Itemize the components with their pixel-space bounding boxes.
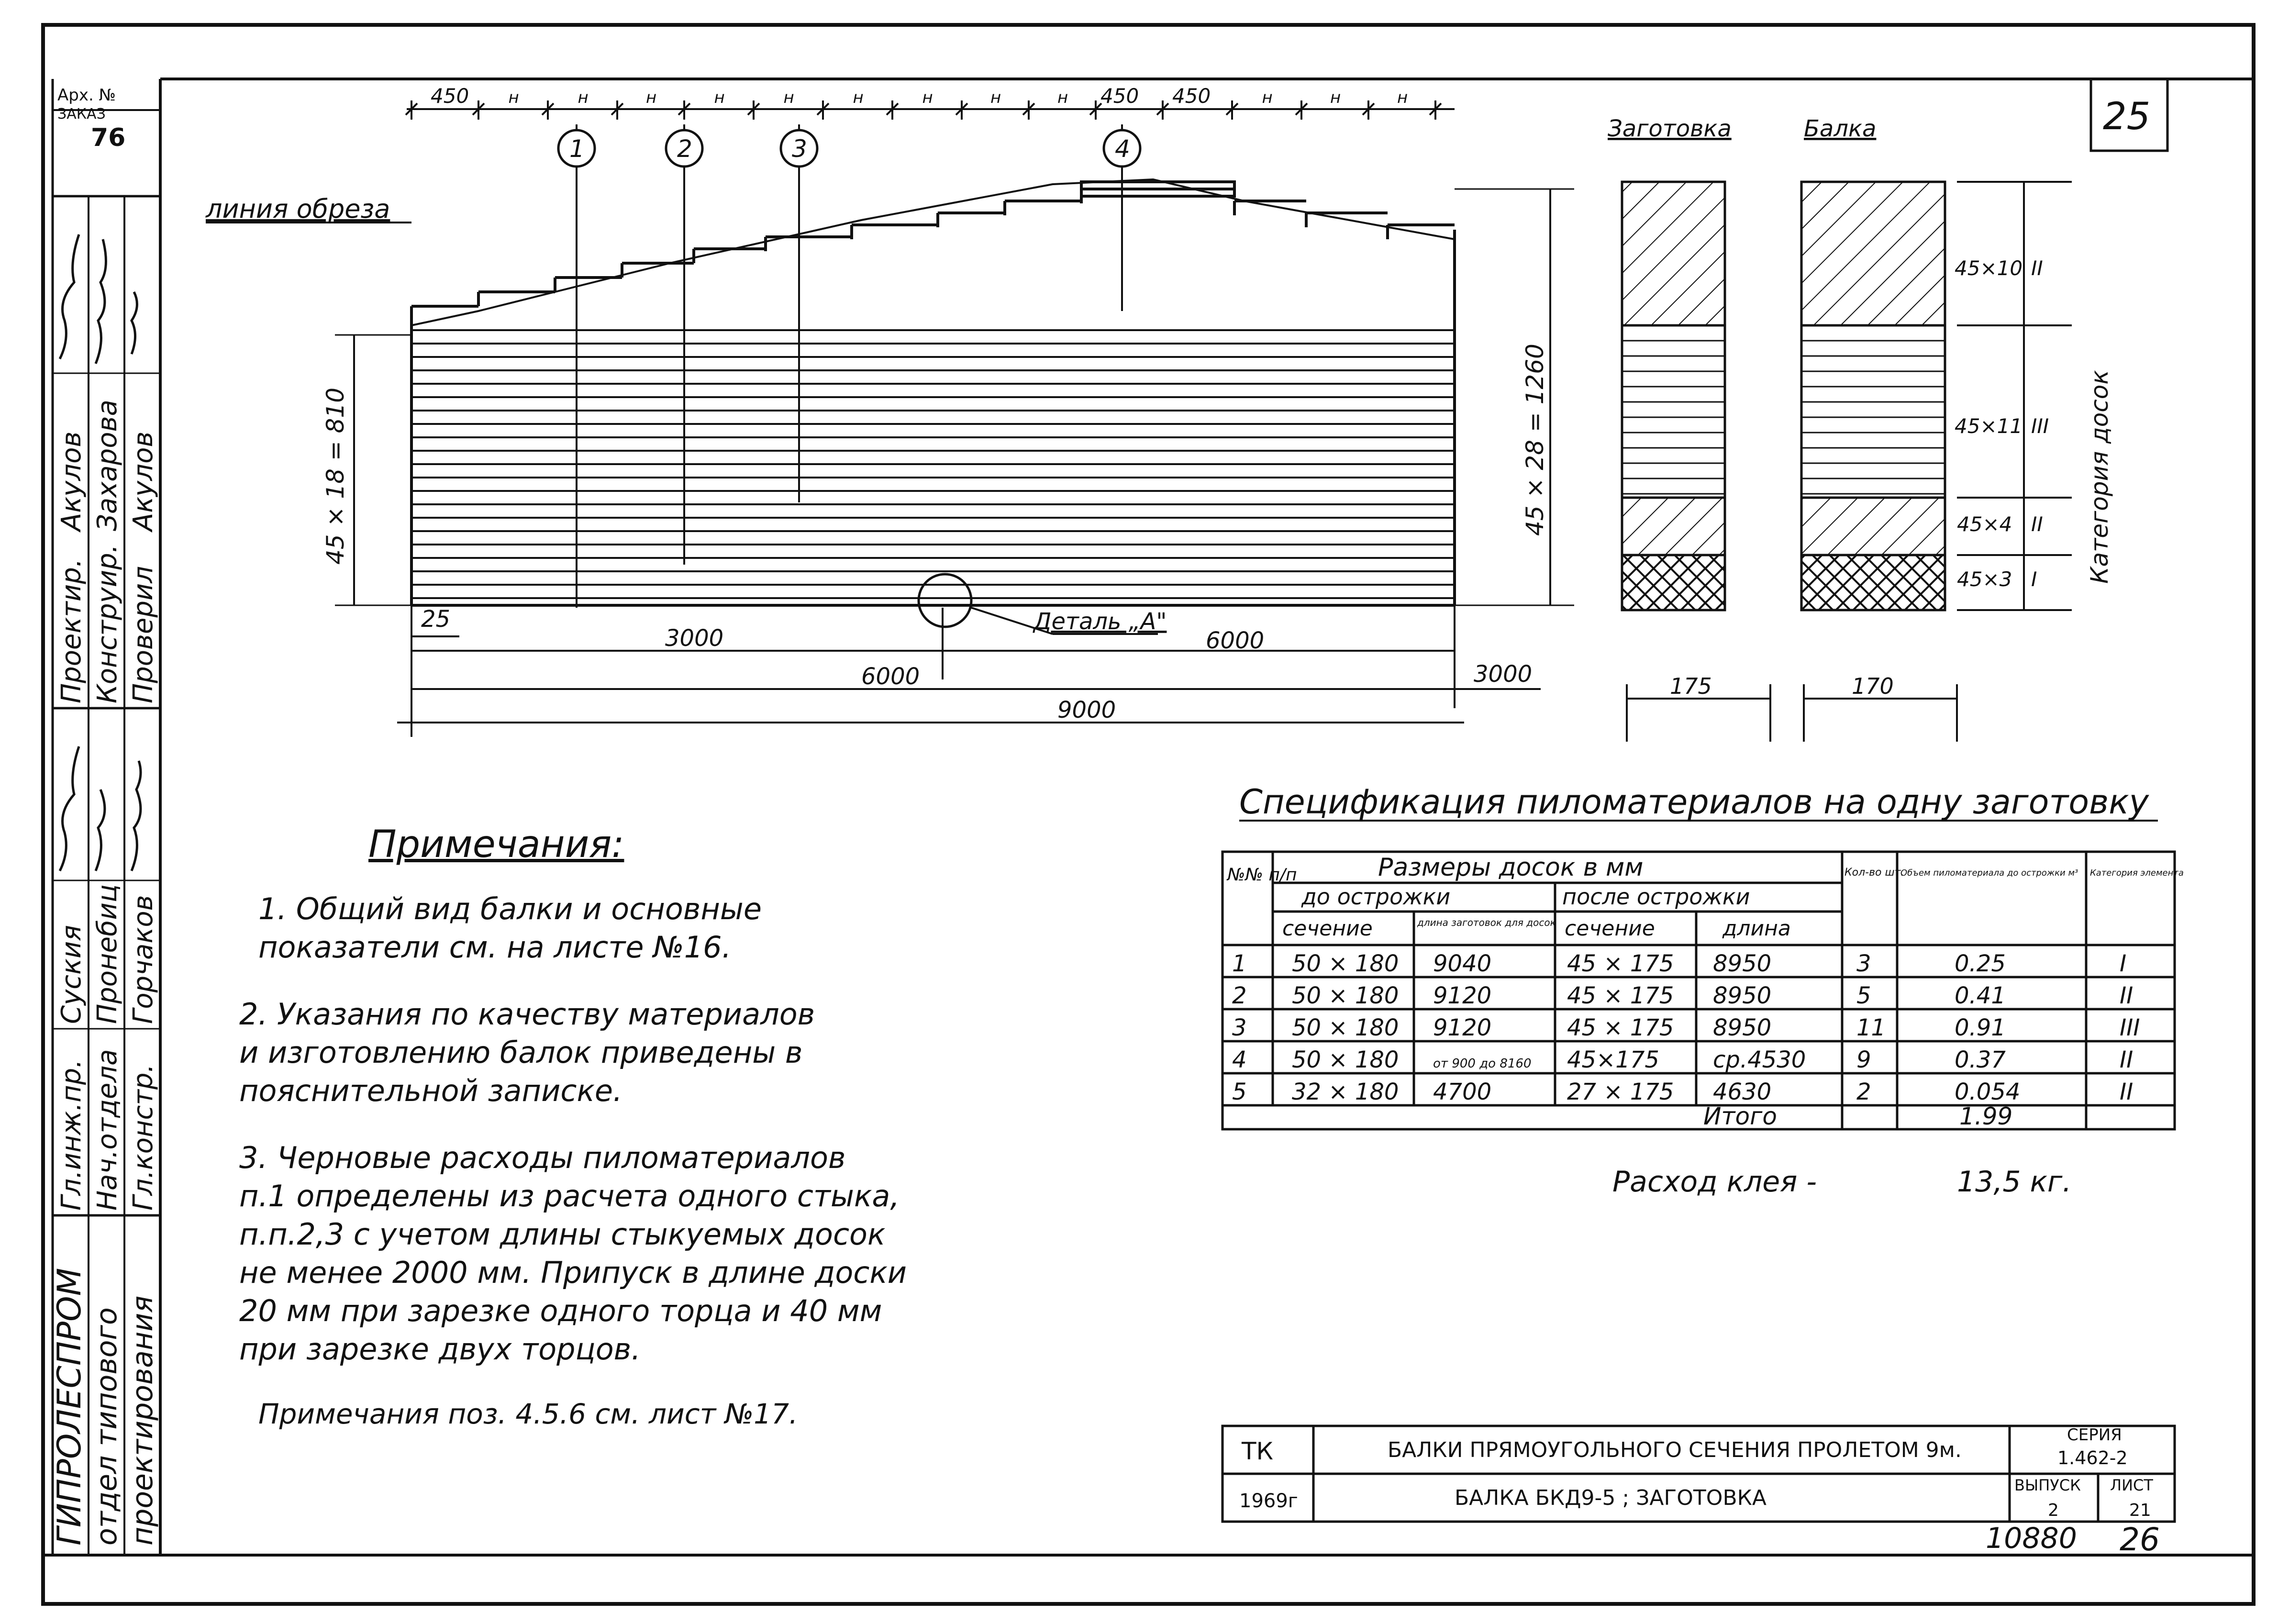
hdr-sizes: Размеры досок в мм xyxy=(1378,853,1644,882)
spec-cell: 1 xyxy=(1232,950,1247,977)
spec-cell: 3 xyxy=(1232,1014,1247,1041)
top-dim-repeat: н xyxy=(1330,88,1341,107)
tb-title1: БАЛКИ ПРЯМОУГОЛЬНОГО СЕЧЕНИЯ ПРОЛЕТОМ 9м. xyxy=(1388,1438,1962,1462)
spec-cell: от 900 до 8160 xyxy=(1433,1057,1532,1071)
spec-cell: 2 xyxy=(1232,982,1247,1009)
spec-cell: 9040 xyxy=(1433,950,1492,977)
cut-line-label: линия обреза xyxy=(206,194,390,224)
org-dept: отдел типового xyxy=(90,1307,123,1546)
spec-cell: 32 × 180 xyxy=(1292,1079,1399,1105)
spec-cell: II xyxy=(2120,1079,2133,1105)
spec-cell: 9120 xyxy=(1433,1014,1492,1041)
spec-cell: 50 × 180 xyxy=(1292,1046,1399,1073)
dim-6000a: 6000 xyxy=(861,663,920,690)
name-2: Захарова xyxy=(92,400,123,531)
zone-4: 45×3 xyxy=(1957,567,2012,591)
tb-series: 1.462-2 xyxy=(2057,1447,2128,1468)
name-6: Горчаков xyxy=(128,895,159,1024)
tb-series-label: СЕРИЯ xyxy=(2067,1425,2122,1445)
top-dim-repeat: н xyxy=(508,88,519,107)
spec-cell: 45 × 175 xyxy=(1567,1014,1674,1041)
spec-cell: ср.4530 xyxy=(1713,1046,1806,1073)
marker-1: 1 xyxy=(569,135,585,163)
glue-label: Расход клея - xyxy=(1612,1165,1817,1199)
top-dim-450b: 450 xyxy=(1172,84,1211,108)
tb-title2: БАЛКА БКД9-5 ; ЗАГОТОВКА xyxy=(1455,1486,1767,1510)
spec-cell: 45 × 175 xyxy=(1567,950,1674,977)
spec-cell: 5 xyxy=(1856,982,1871,1009)
dim-3000: 3000 xyxy=(665,625,724,652)
width-beam: 170 xyxy=(1852,673,1894,699)
top-dim-first: 450 xyxy=(431,84,469,108)
top-dim-repeat: н xyxy=(1057,88,1068,107)
dim-6000b: 6000 xyxy=(1206,627,1265,654)
grade-2: III xyxy=(2031,414,2049,438)
role-3: Проверил xyxy=(128,566,159,703)
note-4: Примечания поз. 4.5.6 см. лист №17. xyxy=(258,1398,798,1430)
right-dimension: 45 × 28 = 1260 xyxy=(1521,344,1549,536)
org-name: ГИПРОЛЕСПРОМ xyxy=(51,1268,89,1546)
sheet-number: 25 xyxy=(2103,95,2151,138)
zone-1: 45×10 xyxy=(1955,256,2023,280)
spec-cell: 45×175 xyxy=(1567,1046,1659,1073)
spec-cell: II xyxy=(2120,982,2133,1009)
top-dim-repeat: н xyxy=(1397,88,1408,107)
name-5: Пронебиц xyxy=(92,884,123,1024)
total-value: 1.99 xyxy=(1959,1102,2013,1130)
spec-cell: 8950 xyxy=(1713,950,1772,977)
top-dim-repeat: н xyxy=(783,88,794,107)
name-4: Суския xyxy=(56,925,87,1024)
grade-4: I xyxy=(2031,567,2037,591)
role-6: Гл.констр. xyxy=(128,1064,159,1211)
hdr-cat: Категория элемента xyxy=(2090,868,2184,878)
spec-cell: 4630 xyxy=(1713,1079,1772,1105)
hdr-qty: Кол-во шт. xyxy=(1845,867,1904,879)
top-dim-450a: 450 xyxy=(1100,84,1139,108)
spec-cell: 27 × 175 xyxy=(1567,1079,1674,1105)
width-blank: 175 xyxy=(1670,673,1712,699)
spec-cell: 50 × 180 xyxy=(1292,982,1399,1009)
spec-cell: 8950 xyxy=(1713,982,1772,1009)
notes-block xyxy=(239,823,1100,1431)
beam-elevation xyxy=(335,100,1574,737)
grade-3: II xyxy=(2031,512,2043,536)
position-markers xyxy=(558,130,1140,167)
archive-label: Арх. № xyxy=(57,86,116,105)
tb-issue-label: ВЫПУСК xyxy=(2014,1476,2081,1494)
top-dim-repeat: н xyxy=(990,88,1001,107)
spec-cell: II xyxy=(2120,1046,2133,1073)
zone-2: 45×11 xyxy=(1955,414,2023,438)
total-label: Итого xyxy=(1703,1102,1777,1130)
beam-label: Балка xyxy=(1804,115,1877,142)
top-dim-repeat: н xyxy=(714,88,725,107)
glue-value: 13,5 кг. xyxy=(1957,1165,2072,1199)
spec-cell: 9 xyxy=(1856,1046,1871,1073)
spec-cell: 0.25 xyxy=(1955,950,2006,977)
spec-cell: 11 xyxy=(1856,1014,1886,1041)
spec-cell: 4 xyxy=(1232,1046,1247,1073)
org-dept2: проектирования xyxy=(126,1295,159,1546)
spec-cell: 50 × 180 xyxy=(1292,1014,1399,1041)
role-4: Гл.инж.пр. xyxy=(56,1059,87,1211)
tb-year: 1969г xyxy=(1239,1490,1298,1512)
hdr-before: до острожки xyxy=(1301,884,1451,910)
order-number: 76 xyxy=(91,123,126,152)
spec-table xyxy=(1222,782,2184,1130)
spec-cell: 50 × 180 xyxy=(1292,950,1399,977)
left-dimension: 45 × 18 = 810 xyxy=(322,387,349,565)
note-2: 2. Указания по качеству материалов и изготовлению балок приведены в пояснительной записке. xyxy=(239,997,815,1108)
top-dim-repeat: н xyxy=(1262,88,1273,107)
notes-title: Примечания: xyxy=(368,823,624,866)
order-label: ЗАКАЗ xyxy=(57,106,106,122)
role-1: Проектир. xyxy=(56,558,87,703)
name-1: Акулов xyxy=(56,431,87,531)
tb-page: 26 xyxy=(2120,1521,2160,1558)
hdr-sec: сечение xyxy=(1282,916,1373,941)
category-label: Категория досок xyxy=(2086,370,2113,584)
dim-3000b: 3000 xyxy=(1474,661,1533,688)
note-1: 1. Общий вид балки и основные показатели см. на листе №16. xyxy=(258,891,762,965)
top-dim-repeat: н xyxy=(853,88,864,107)
hdr-len: длина xyxy=(1722,916,1791,941)
blank-label: Заготовка xyxy=(1608,115,1732,142)
spec-cell: 4700 xyxy=(1433,1079,1492,1105)
tb-sheet-label: ЛИСТ xyxy=(2110,1476,2153,1494)
spec-cell: 2 xyxy=(1856,1079,1871,1105)
bottom-dimensions xyxy=(421,606,1532,723)
dim-25: 25 xyxy=(421,606,451,633)
top-dim-repeat: н xyxy=(646,88,657,107)
tb-issue: 2 xyxy=(2048,1501,2059,1520)
hdr-vol: Объем пиломатериала до острожки м³ xyxy=(1900,868,2078,878)
tb-tk: ТК xyxy=(1242,1437,1274,1465)
stamp-rotated-text xyxy=(51,400,159,1546)
role-5: Нач.отдела xyxy=(92,1049,123,1211)
tb-code: 10880 xyxy=(1986,1522,2077,1555)
hdr-num: №№ п/п xyxy=(1227,865,1297,885)
detail-label: Деталь „А" xyxy=(1033,608,1167,635)
title-block xyxy=(1222,1425,2175,1558)
spec-cell: 0.37 xyxy=(1955,1046,2006,1073)
hdr-after: после острожки xyxy=(1562,884,1750,910)
note-3: 3. Черновые расходы пиломатериалов п.1 определены из расчета одного стыка, п.п.2,3 с учетом длины стыкуемых досок не менее 2000 мм. Припуск в длине доски 20 мм при зарезке одного торца и 40 мм при зарезке двух торцов. xyxy=(239,1140,907,1367)
zone-3: 45×4 xyxy=(1957,512,2012,536)
spec-cell: 0.91 xyxy=(1955,1014,2006,1041)
dim-9000: 9000 xyxy=(1057,697,1116,723)
name-3: Акулов xyxy=(128,431,159,531)
spec-cell: 3 xyxy=(1856,950,1871,977)
spec-cell: 9120 xyxy=(1433,982,1492,1009)
marker-4: 4 xyxy=(1115,135,1130,163)
spec-cell: 0.054 xyxy=(1955,1079,2021,1105)
top-dim-repeat: н xyxy=(922,88,933,107)
spec-title: Спецификация пиломатериалов на одну заготовку xyxy=(1239,782,2149,822)
hdr-sec2: сечение xyxy=(1565,916,1655,941)
spec-cell: 5 xyxy=(1232,1079,1247,1105)
spec-cell: I xyxy=(2120,950,2127,977)
cross-sections xyxy=(1608,115,2113,742)
grade-1: II xyxy=(2031,256,2043,280)
spec-cell: 45 × 175 xyxy=(1567,982,1674,1009)
spec-cell: 0.41 xyxy=(1955,982,2006,1009)
marker-2: 2 xyxy=(677,135,692,163)
hdr-len-raw: длина заготовок для досок xyxy=(1417,917,1556,928)
top-dim-repeat: н xyxy=(578,88,589,107)
spec-cell: III xyxy=(2120,1014,2140,1041)
spec-cell: 8950 xyxy=(1713,1014,1772,1041)
role-2: Конструир. xyxy=(92,544,123,703)
tb-sheet: 21 xyxy=(2129,1501,2151,1520)
marker-3: 3 xyxy=(792,135,807,163)
